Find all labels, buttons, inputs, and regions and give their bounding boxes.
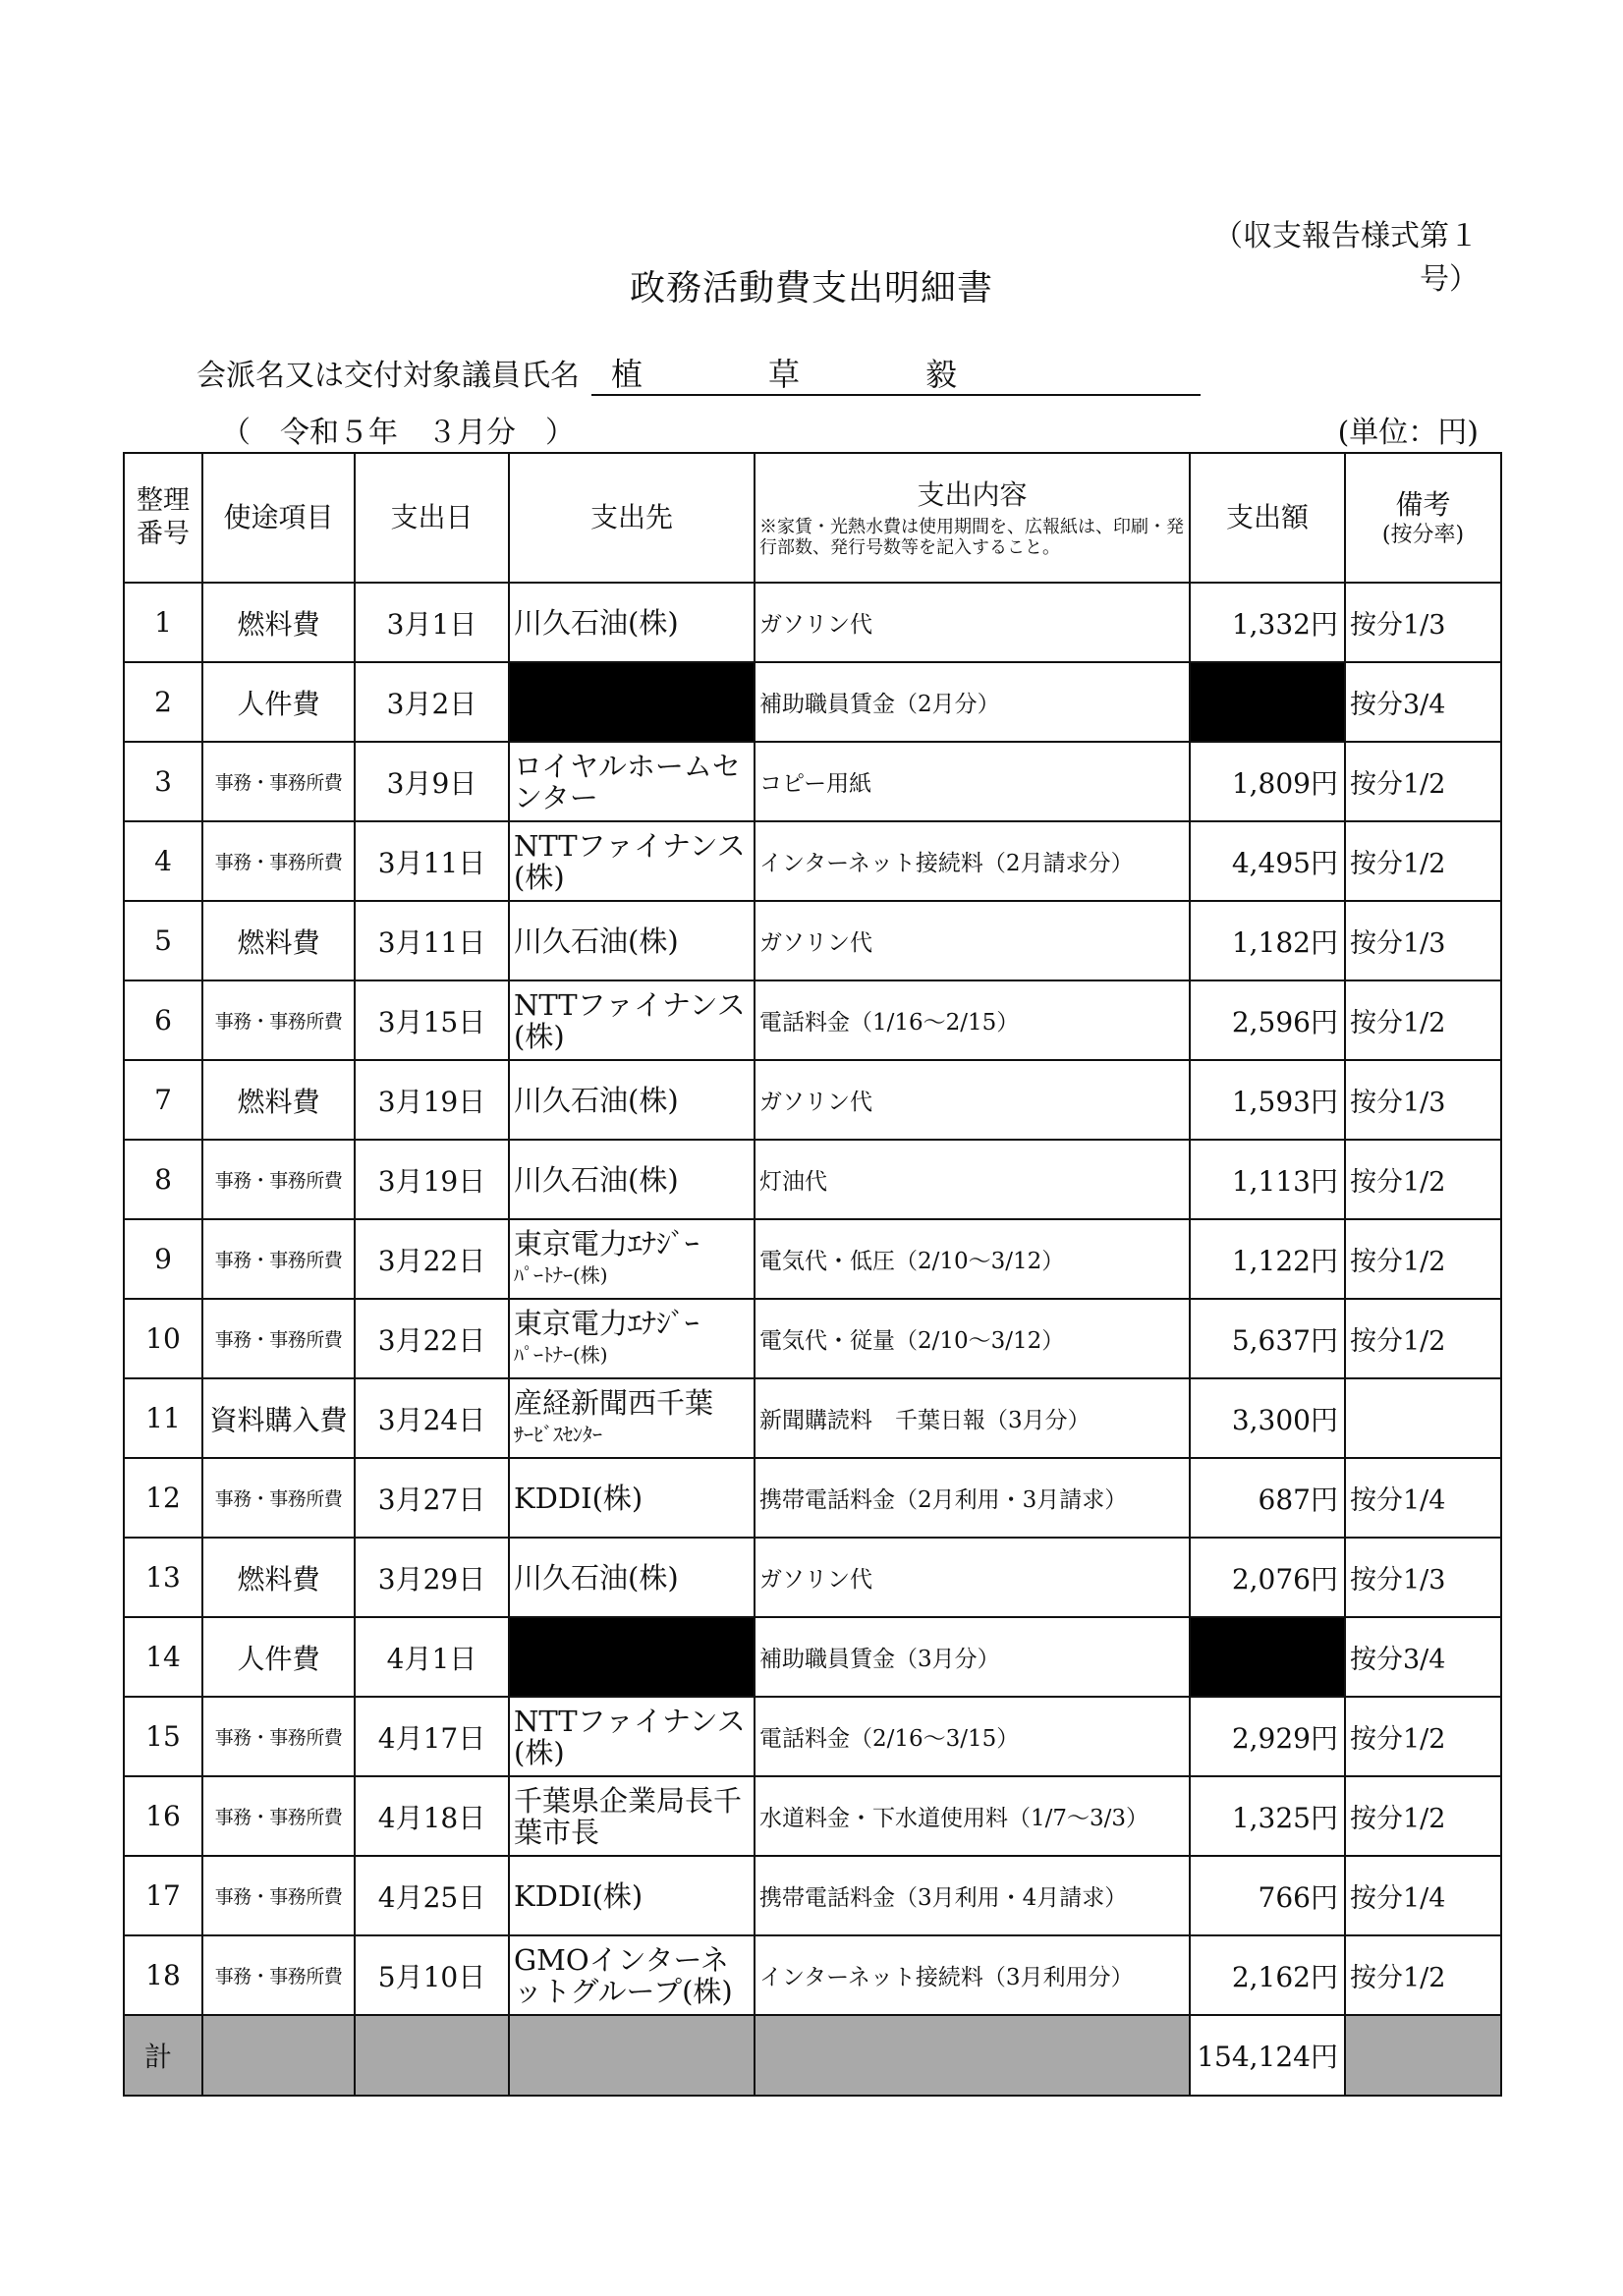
row-number: 13 <box>124 1538 202 1617</box>
row-content: インターネット接続料（3月利用分） <box>755 1935 1190 2015</box>
total-shaded-cell <box>1345 2015 1501 2096</box>
row-date: 3月29日 <box>355 1538 509 1617</box>
header-content-label: 支出内容 <box>917 478 1028 511</box>
row-category: 人件費 <box>202 662 355 742</box>
row-note: 按分1/4 <box>1345 1856 1501 1935</box>
row-payee-name: 川久石油(株) <box>514 1162 679 1197</box>
row-category: 事務・事務所費 <box>202 1140 355 1219</box>
row-content: 電話料金（2/16～3/15） <box>755 1697 1190 1776</box>
row-content: ガソリン代 <box>755 1538 1190 1617</box>
document-title: 政務活動費支出明細書 <box>629 268 993 308</box>
row-number: 4 <box>124 821 202 901</box>
table-row <box>124 1697 1501 1776</box>
row-number: 16 <box>124 1776 202 1856</box>
row-payee <box>509 980 755 1060</box>
row-category: 事務・事務所費 <box>202 980 355 1060</box>
row-date: 3月19日 <box>355 1140 509 1219</box>
header-amount: 支出額 <box>1190 453 1345 583</box>
row-payee-sub: ﾊﾟｰﾄﾅｰ(株) <box>514 1342 608 1367</box>
table-row <box>124 742 1501 821</box>
row-number: 1 <box>124 583 202 662</box>
row-payee-name: 千葉県企業局長千葉市長 <box>514 1783 743 1849</box>
row-note: 按分1/3 <box>1345 1538 1501 1617</box>
row-content: ガソリン代 <box>755 583 1190 662</box>
row-number: 7 <box>124 1060 202 1140</box>
row-category: 事務・事務所費 <box>202 742 355 821</box>
row-payee-sub: ｻｰﾋﾞｽｾﾝﾀｰ <box>514 1422 602 1446</box>
row-amount: 5,637円 <box>1190 1299 1345 1378</box>
row-content: ガソリン代 <box>755 901 1190 980</box>
row-payee-name: 川久石油(株) <box>514 605 679 640</box>
row-note: 按分1/3 <box>1345 583 1501 662</box>
row-payee-name: NTTファイナンス(株) <box>514 987 746 1053</box>
row-payee-name: ロイヤルホームセンター <box>514 749 741 814</box>
row-category: 事務・事務所費 <box>202 1219 355 1299</box>
row-payee-sub: ﾊﾟｰﾄﾅｰ(株) <box>514 1262 608 1287</box>
header-note-label: 備考 <box>1395 488 1451 521</box>
row-payee-name: GMOインターネットグループ(株) <box>514 1942 733 2008</box>
redacted-amount <box>1190 1617 1345 1697</box>
table-row <box>124 1856 1501 1935</box>
redacted-amount <box>1190 662 1345 742</box>
total-shaded-cell <box>202 2015 355 2096</box>
row-note: 按分1/2 <box>1345 1935 1501 2015</box>
row-number: 17 <box>124 1856 202 1935</box>
row-date: 3月15日 <box>355 980 509 1060</box>
row-payee-name: 東京電力ｴﾅｼﾞｰ <box>514 1306 700 1340</box>
table-row <box>124 1458 1501 1538</box>
row-note: 按分1/2 <box>1345 1140 1501 1219</box>
table-row <box>124 1060 1501 1140</box>
header-date: 支出日 <box>355 453 509 583</box>
row-date: 4月18日 <box>355 1776 509 1856</box>
row-note: 按分3/4 <box>1345 662 1501 742</box>
row-category: 人件費 <box>202 1617 355 1697</box>
expense-table <box>123 452 1502 2097</box>
row-note: 按分1/2 <box>1345 742 1501 821</box>
redacted-payee <box>509 1617 755 1697</box>
row-category: 事務・事務所費 <box>202 821 355 901</box>
row-content: インターネット接続料（2月請求分） <box>755 821 1190 901</box>
row-note: 按分3/4 <box>1345 1617 1501 1697</box>
row-category: 資料購入費 <box>202 1378 355 1458</box>
member-name-line <box>196 351 1201 396</box>
row-amount: 1,593円 <box>1190 1060 1345 1140</box>
form-number: （収支報告様式第１号） <box>1213 219 1479 297</box>
table-row <box>124 1617 1501 1697</box>
row-payee-name: 川久石油(株) <box>514 1560 679 1595</box>
row-payee <box>509 821 755 901</box>
total-shaded-cell <box>755 2015 1190 2096</box>
row-content: ガソリン代 <box>755 1060 1190 1140</box>
header-payee: 支出先 <box>509 453 755 583</box>
row-payee <box>509 1538 755 1617</box>
row-amount: 687円 <box>1190 1458 1345 1538</box>
row-category: 事務・事務所費 <box>202 1856 355 1935</box>
total-row <box>124 2015 1501 2096</box>
header-content-note: ※家賃・光熱水費は使用期間を、広報紙は、印刷・発行部数、発行号数等を記入すること。 <box>759 517 1184 558</box>
row-number: 5 <box>124 901 202 980</box>
row-amount: 1,113円 <box>1190 1140 1345 1219</box>
row-number: 2 <box>124 662 202 742</box>
table-header-row <box>124 453 1501 583</box>
row-category: 燃料費 <box>202 1538 355 1617</box>
row-amount: 1,809円 <box>1190 742 1345 821</box>
header-category: 使途項目 <box>202 453 355 583</box>
row-number: 18 <box>124 1935 202 2015</box>
row-payee <box>509 1697 755 1776</box>
row-note: 按分1/3 <box>1345 901 1501 980</box>
row-payee <box>509 1458 755 1538</box>
row-date: 3月9日 <box>355 742 509 821</box>
row-amount: 3,300円 <box>1190 1378 1345 1458</box>
row-payee-name: 産経新聞西千葉 <box>514 1385 714 1420</box>
row-date: 3月11日 <box>355 821 509 901</box>
row-note: 按分1/2 <box>1345 821 1501 901</box>
row-date: 5月10日 <box>355 1935 509 2015</box>
row-amount: 4,495円 <box>1190 821 1345 901</box>
row-category: 事務・事務所費 <box>202 1776 355 1856</box>
row-note: 按分1/2 <box>1345 1697 1501 1776</box>
row-date: 3月22日 <box>355 1219 509 1299</box>
row-date: 3月19日 <box>355 1060 509 1140</box>
row-date: 4月1日 <box>355 1617 509 1697</box>
row-amount: 766円 <box>1190 1856 1345 1935</box>
redacted-payee <box>509 662 755 742</box>
row-note: 按分1/4 <box>1345 1458 1501 1538</box>
member-name-value: 植 草 毅 <box>591 355 1201 396</box>
row-number: 9 <box>124 1219 202 1299</box>
row-amount: 2,076円 <box>1190 1538 1345 1617</box>
row-amount: 2,929円 <box>1190 1697 1345 1776</box>
row-content: 新聞購読料 千葉日報（3月分） <box>755 1378 1190 1458</box>
row-amount: 2,596円 <box>1190 980 1345 1060</box>
row-content: 電話料金（1/16～2/15） <box>755 980 1190 1060</box>
row-payee <box>509 1299 755 1378</box>
row-payee-name: KDDI(株) <box>514 1878 644 1913</box>
row-payee <box>509 1378 755 1458</box>
row-number: 14 <box>124 1617 202 1697</box>
row-amount: 1,325円 <box>1190 1776 1345 1856</box>
row-note: 按分1/3 <box>1345 1060 1501 1140</box>
row-payee-name: NTTファイナンス(株) <box>514 828 746 894</box>
row-number: 3 <box>124 742 202 821</box>
row-category: 燃料費 <box>202 901 355 980</box>
row-payee <box>509 1219 755 1299</box>
row-content: 水道料金・下水道使用料（1/7～3/3） <box>755 1776 1190 1856</box>
table-row <box>124 1776 1501 1856</box>
total-shaded-cell <box>355 2015 509 2096</box>
header-no: 整理番号 <box>124 453 202 583</box>
row-number: 11 <box>124 1378 202 1458</box>
total-amount: 154,124円 <box>1190 2015 1345 2096</box>
total-shaded-cell <box>509 2015 755 2096</box>
row-number: 12 <box>124 1458 202 1538</box>
row-payee <box>509 1776 755 1856</box>
table-row <box>124 901 1501 980</box>
row-date: 4月25日 <box>355 1856 509 1935</box>
row-content: 補助職員賃金（3月分） <box>755 1617 1190 1697</box>
row-date: 3月22日 <box>355 1299 509 1378</box>
row-content: 電気代・低圧（2/10～3/12） <box>755 1219 1190 1299</box>
row-amount: 1,332円 <box>1190 583 1345 662</box>
table-row <box>124 980 1501 1060</box>
header-content <box>755 453 1190 583</box>
row-number: 8 <box>124 1140 202 1219</box>
row-category: 事務・事務所費 <box>202 1458 355 1538</box>
row-note: 按分1/2 <box>1345 1219 1501 1299</box>
row-date: 4月17日 <box>355 1697 509 1776</box>
row-date: 3月1日 <box>355 583 509 662</box>
table-row <box>124 1140 1501 1219</box>
row-payee <box>509 1140 755 1219</box>
row-note: 按分1/2 <box>1345 980 1501 1060</box>
table-row <box>124 1538 1501 1617</box>
row-date: 3月27日 <box>355 1458 509 1538</box>
row-category: 事務・事務所費 <box>202 1697 355 1776</box>
row-content: 補助職員賃金（2月分） <box>755 662 1190 742</box>
row-payee <box>509 1060 755 1140</box>
row-date: 3月2日 <box>355 662 509 742</box>
row-note: 按分1/2 <box>1345 1776 1501 1856</box>
period-label: （ 令和５年 ３月分 ） <box>221 416 575 450</box>
row-payee <box>509 1856 755 1935</box>
row-payee-name: 川久石油(株) <box>514 1083 679 1117</box>
table-row <box>124 662 1501 742</box>
row-payee-name: KDDI(株) <box>514 1481 644 1515</box>
row-category: 燃料費 <box>202 583 355 662</box>
row-number: 10 <box>124 1299 202 1378</box>
row-content: 灯油代 <box>755 1140 1190 1219</box>
row-payee-name: 東京電力ｴﾅｼﾞｰ <box>514 1226 700 1260</box>
row-payee-name: 川久石油(株) <box>514 924 679 958</box>
total-label: 計 <box>124 2015 202 2096</box>
row-content: 携帯電話料金（2月利用・3月請求） <box>755 1458 1190 1538</box>
table-row <box>124 1935 1501 2015</box>
header-note <box>1345 453 1501 583</box>
unit-label: (単位：円) <box>1337 416 1479 450</box>
member-name-label: 会派名又は交付対象議員氏名 <box>196 359 580 393</box>
row-payee <box>509 583 755 662</box>
row-amount: 1,182円 <box>1190 901 1345 980</box>
row-category: 燃料費 <box>202 1060 355 1140</box>
row-payee <box>509 742 755 821</box>
row-payee <box>509 1935 755 2015</box>
table-row <box>124 1378 1501 1458</box>
row-content: コピー用紙 <box>755 742 1190 821</box>
row-amount: 1,122円 <box>1190 1219 1345 1299</box>
row-date: 3月11日 <box>355 901 509 980</box>
row-note: 按分1/2 <box>1345 1299 1501 1378</box>
row-note <box>1345 1378 1501 1458</box>
row-number: 6 <box>124 980 202 1060</box>
header-note-sub: (按分率) <box>1381 523 1465 547</box>
table-row <box>124 1299 1501 1378</box>
row-content: 電気代・従量（2/10～3/12） <box>755 1299 1190 1378</box>
row-payee-name: NTTファイナンス(株) <box>514 1704 746 1769</box>
table-row <box>124 1219 1501 1299</box>
row-content: 携帯電話料金（3月利用・4月請求） <box>755 1856 1190 1935</box>
row-category: 事務・事務所費 <box>202 1935 355 2015</box>
row-category: 事務・事務所費 <box>202 1299 355 1378</box>
row-amount: 2,162円 <box>1190 1935 1345 2015</box>
row-number: 15 <box>124 1697 202 1776</box>
table-row <box>124 821 1501 901</box>
row-payee <box>509 901 755 980</box>
table-row <box>124 583 1501 662</box>
row-date: 3月24日 <box>355 1378 509 1458</box>
